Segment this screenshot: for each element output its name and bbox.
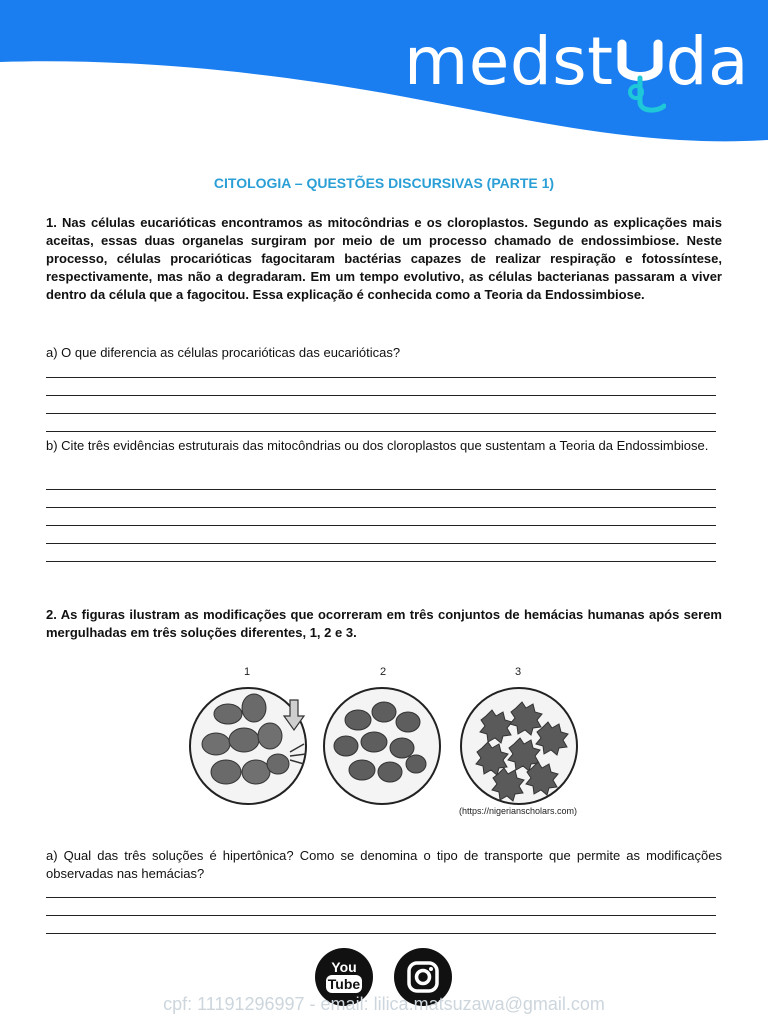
page-title: CITOLOGIA – QUESTÕES DISCURSIVAS (PARTE 1) [213,175,555,191]
question-2-text: 2. As figuras ilustram as modificações que ocorreram em três conjuntos de hemácias humanas após serem mergulhadas em três soluções diferentes, 1, 2 e 3. [46,607,722,640]
figure-source-caption: (https://nigerianscholars.com) [459,806,578,816]
cells-illustration [186,664,582,822]
logo-text-suffix: da [665,23,749,100]
answer-line [46,431,716,432]
question-1-text: 1. Nas células eucarióticas encontramos as mitocôndrias e os cloroplastos. Segundo as explicações mais aceitas, essas duas organelas surgiram por meio de um processo chamado de endossimbiose. Neste processo, células procarióticas fagocitaram bactérias capazes de realizar respiração e fotossíntese, respectivamente, mas não a degradaram. Em um tempo evolutivo, as células bacterianas passaram a viver dentro da célula que a fagocitou. Essa explicação é conhecida como a Teoria da Endossimbiose. [46,215,722,302]
question-1a-text: a) O que diferencia as células procarióticas das eucarióticas? [46,345,401,360]
answer-line [46,933,716,934]
answer-line [46,507,716,508]
logo-text-prefix: medst [404,23,614,100]
answer-line [46,915,716,916]
watermark-text: cpf: 11191296997 - email: lilica.matsuzawa@gmail.com [163,994,605,1014]
figure-label-1: 1 [244,666,251,678]
question-2a-text: a) Qual das três soluções é hipertônica? Como se denomina o tipo de transporte que permite as modificações observadas nas hemácias? [46,848,722,881]
answer-line [46,413,716,414]
answer-line [46,395,716,396]
red-blood-cells-figure [186,664,582,822]
figure-label-2: 2 [380,666,387,678]
answer-line [46,377,716,378]
answer-line [46,543,716,544]
answer-line [46,525,716,526]
answer-line [46,489,716,490]
youtube-text-bottom: Tube [327,976,361,992]
header-banner [0,0,768,160]
stethoscope-icon [614,22,666,102]
answer-line [46,561,716,562]
figure-label-3: 3 [515,666,522,678]
question-1b-text: b) Cite três evidências estruturais das mitocôndrias ou dos cloroplastos que sustentam a Teoria da Endossimbiose. [46,438,709,453]
answer-line [46,897,716,898]
youtube-text-top: You [331,959,357,975]
medstuda-logo [404,22,749,102]
